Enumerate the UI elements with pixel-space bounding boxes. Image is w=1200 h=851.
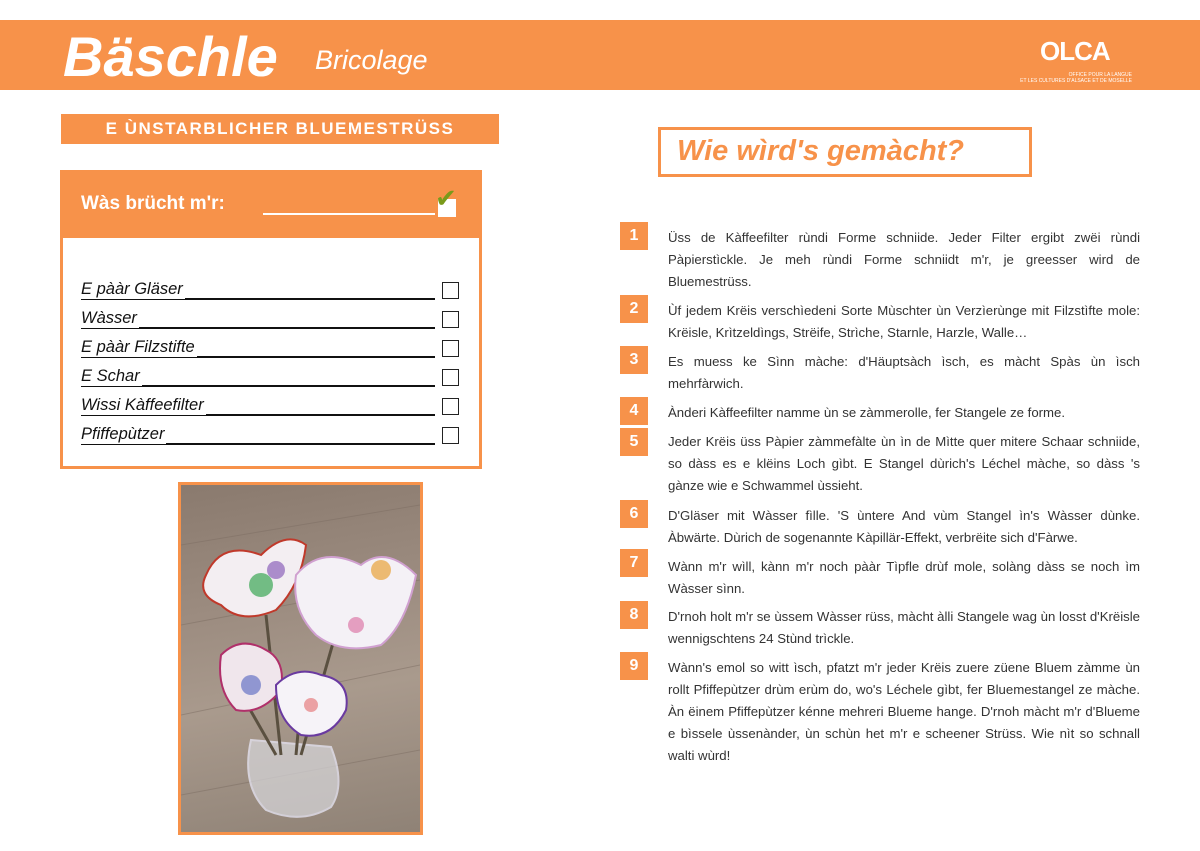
flower-bouquet-photo [178,482,423,835]
materials-label: Wàs brücht m'r: [81,193,225,214]
material-label: Wissi Kàffeefilter [81,396,204,414]
flower-illustration [181,485,420,832]
materials-header [63,173,479,238]
step-text: Ànderi Kàffeefilter namme ùn se zàmmerolle, fer Stangele ze forme. [668,405,1066,420]
material-label: E pààr Gläser [81,280,183,298]
checkmark-icon: ✔ [435,183,457,213]
logo-name: OLCA [1040,36,1110,66]
material-label: Pfiffepùtzer [81,425,165,443]
materials-box [60,170,482,469]
step-number: 4 [620,397,648,425]
step-number: 7 [620,549,648,577]
step-text: Ùf jedem Krëis verschìedeni Sorte Mùschter ùn Verzìerùnge mit Filzstìfte mole: Krëisle, Krìtzeldìngs, Strëife, Strìche, Starnle, Harzle, Walle… [668,303,1140,340]
material-item [81,278,459,302]
logo-line-2: ET LES CULTURES D'ALSACE ET DE MOSELLE [1020,78,1132,84]
step-text: D'rnoh holt m'r se ùssem Wàsser rüss, màcht àlli Stangele wag ùn losst d'Krëisle wennigschtens 24 Stùnd trìckle. [668,609,1140,646]
step-text: Es muess ke Sìnn màche: d'Häuptsàch ìsch, es màcht Spàs ùn ìsch mehrfàrwich. [668,354,1140,391]
material-label: E pààr Filzstifte [81,338,195,356]
step-text: Üss de Kàffeefilter rùndi Forme schniide. Jeder Filter ergibt zwëi rùndi Pàpierstìckle. Je meh rùndi Forme schniidt m'r, je greesser wird de Bluemestrüss. [668,230,1140,289]
page-subtitle: Bricolage [315,45,428,75]
step-text: Wànn's emol so witt ìsch, pfatzt m'r jeder Krëis zuere züene Bluem zàmme ùn rollt Pfiffepùtzer drùm erùm do, wo's Léchele gìbt, fer Bluemestangel ze màche. Àn ëinem Pfiffepùtzer kénne mehreri Blueme hange. D'rnoh màcht m'r d'Blueme e bìssele ùssenànder, ùn schùn het m'r e scheener Strüss. Wie nìt so schnall walti wùrd! [668,660,1140,763]
step-number: 5 [620,428,648,456]
material-checkbox[interactable] [442,311,459,328]
material-label: E Schar [81,367,140,385]
material-label: Wàsser [81,309,137,327]
header-banner [0,20,1200,90]
instructions-title-box [658,127,1032,177]
olca-logo [1020,36,1140,86]
material-checkbox[interactable] [442,369,459,386]
material-item [81,423,459,447]
material-item [81,336,459,360]
material-checkbox[interactable] [442,282,459,299]
instructions-title: Wie wìrd's gemàcht? [677,135,965,167]
step-text: D'Gläser mit Wàsser fìlle. 'S ùntere And vùm Stangel ìn's Wàsser dùnke. Àbwärte. Dùrich de sogenannte Kàpillär-Effekt, verbrëite sich d'Fàrwe. [668,508,1140,545]
step-number: 3 [620,346,648,374]
materials-header-rule [263,213,435,215]
material-checkbox[interactable] [442,398,459,415]
step-number: 1 [620,222,648,250]
step-number: 8 [620,601,648,629]
material-item [81,394,459,418]
step-text: Wànn m'r wìll, kànn m'r noch pààr Tìpfle drùf mole, solàng dàss se noch ìm Wàsser sìnn. [668,559,1140,596]
section-title: E ÙNSTARBLICHER BLUEMESTRÜSS [61,114,499,144]
material-checkbox[interactable] [442,427,459,444]
material-item [81,365,459,389]
logo-line-1: OFFICE POUR LA LANGUE [1068,72,1132,78]
step-number: 9 [620,652,648,680]
material-checkbox[interactable] [442,340,459,357]
material-item [81,307,459,331]
step-number: 2 [620,295,648,323]
step-number: 6 [620,500,648,528]
page-title: Bäschle [63,25,278,88]
step-text: Jeder Krëis üss Pàpier zàmmefàlte ùn ìn de Mìtte quer mitere Schaar schniide, so dàss es e klëins Loch gìbt. E Stangel dùrich's Léchel màche, so dàss 's gànze wie e Schwammel ùssieht. [668,434,1140,493]
